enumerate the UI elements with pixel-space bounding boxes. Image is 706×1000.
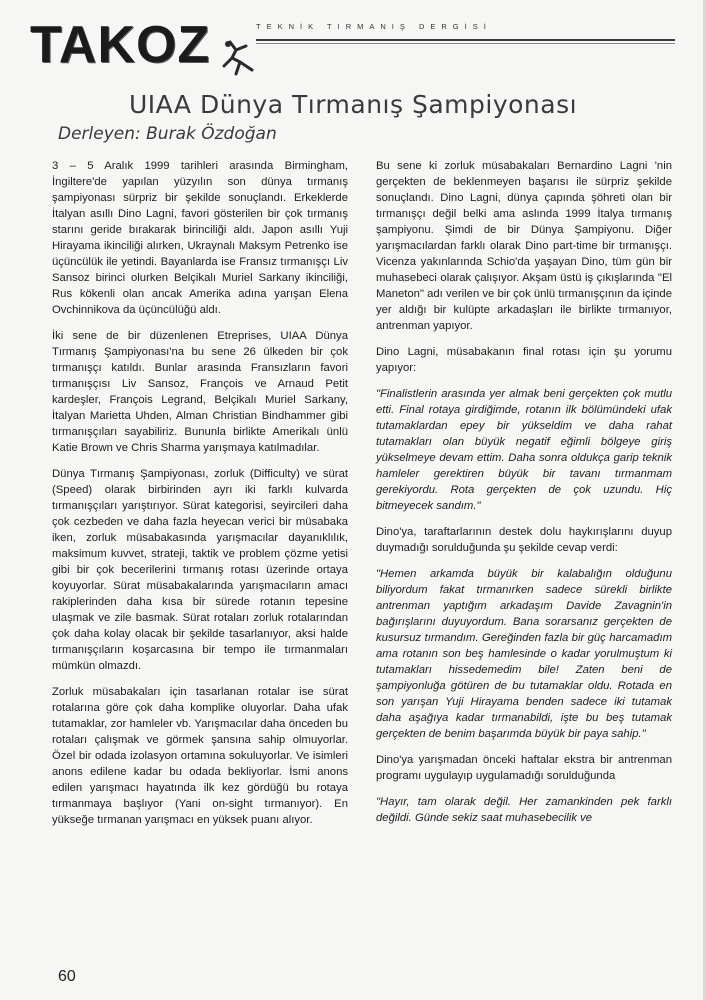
quote-paragraph: "Hemen arkamda büyük bir kalabalığın olduğunu biliyordum fakat tırmanırken sadece sürekli birlikte antrenman yaptığım arkadaşım Davide Zavagnin'in bağırışlarını duyuyordum. Bana sorarsanız gerçekten de kusursuz tırmandım. Gereğinden fazla bir güç harcamadım ama rotanın son beş hamlesinde o kadar yorulmuştum ki tutamakları hissedemedim bile! Zaten beni de şampiyonluğa götüren de bu tutamaklar oldu. Rotada en son yarışan Yuji Hirayama benden sadece iki tutamak daha aşağıya kadar tırmanabildi, işte bu beş tutamak gerçekten de benim başarımda büyük bir paya sahip."	[376, 568, 672, 740]
quote-paragraph: "Finalistlerin arasında yer almak beni gerçekten çok mutlu etti. Final rotaya girdiğimde, rotanın ilk bölümündeki ufak tutamaklardan epey bir yükseldim ve daha rahat tutamakları olan büyük negatif eğimli bölgeye giriş yükselmeye devam ettim. Daha sonra oldukça garip teknik hamleler gerektiren büyük bir tavanı tırmanmam gerekiyordu. Rota gerçekten de çok uzundu. Hiç bitmeyecek sandım."	[376, 388, 672, 512]
page-number: 60	[58, 968, 76, 985]
magazine-tagline: TEKNİK TIRMANIŞ DERGİSİ	[256, 22, 492, 31]
magazine-logo: TAKOZ	[30, 16, 211, 74]
paragraph: Bu sene ki zorluk müsabakaları Bernardino Lagni 'nin gerçekten de beklenmeyen başarısı ile sürpriz şekilde sonuçlandı. Dino Lagni, dünya çapında şöhreti olan bir tırmanışçı değil belki ama aslında 1999 İtalya tırmanış şampiyonu. Şimdi de bir Dünya Şampiyonu. Diğer yarışmacılardan farklı olarak Dino part-time bir tırmanışçı. Vicenza yakınlarında Schio'da yaşayan Dino, tüm gün bir muhasebeci olarak çalışıyor. Akşam üstü iş çıkışlarında "El Maneton" adı verilen ve bir çok ünlü tırmanışçının da içinde yer aldığı bir kulüpte arkadaşları ile birlikte tırmanıyor, antrenman yapıyor.	[376, 160, 673, 332]
left-column	[52, 158, 348, 838]
masthead-rule-thin	[256, 43, 675, 44]
paragraph: 3 – 5 Aralık 1999 tarihleri arasında Birmingham, İngiltere'de yapılan yüzyılın son dünya tırmanış şampiyonası sürpriz bir şekilde sonuçlandı. Erkeklerde İtalyan asıllı Dino Lagni, favori gösterilen bir çok tırmanış starını geride bırakarak birinciliği aldı. Japon asıllı Yuji Hirayama ikinciliği alırken, Ukraynalı Maksym Petrenko ise üçüncülük ile yetindi. Bayanlarda ise Fransız tırmanışçı Liv Sansoz birinci olurken Belçikalı Muriel Sarkany ikinciliği, Rus kökenli olan ancak Amerika adına yarışan Elena Ovchinnikova da üçüncülüğü aldı.	[52, 160, 348, 316]
paragraph: Dino'ya yarışmadan önceki haftalar ekstra bir antrenman programı uygulayıp uygulamadığı sorulduğunda	[376, 754, 672, 782]
quote-paragraph: "Hayır, tam olarak değil. Her zamankinden pek farklı değildi. Günde sekiz saat muhasebecilik ve	[376, 796, 672, 824]
paragraph: Dino'ya, taraftarlarının destek dolu haykırışlarını duyup duymadığı sorulduğunda şu şekilde cevap verdi:	[376, 526, 672, 554]
paragraph: Dünya Tırmanış Şampiyonası, zorluk (Difficulty) ve sürat (Speed) olarak birbirinden ayrı iki farklı kulvarda tırmanışçıları yarıştırıyor. Sürat kategorisi, seyircileri daha çok cezbeden ve daha fazla heyecan verici bir müsabaka iken, zorluk müsabakasında yarışmacılar dayanıklılık, maksimum kuvvet, strateji, taktik ve problem çözme yetisi gibi bir çok becerilerini tırmanış rotası üzerinde ortaya koyuyorlar. Sürat müsabakalarında yarışmacıların amacı rakiplerinden daha kısa bir sürede rotanın tepesine ulaşmak ve zile basmak. Sürat rotaları zorluk rotalarından çok daha kolay olacak bir şekilde tasarlanıyor, aksi halde tırmanışçıların koşarcasına bir tempo ile tırmanmaları mümkün olmazdı.	[52, 468, 348, 672]
article-title: UIAA Dünya Tırmanış Şampiyonası	[128, 90, 578, 119]
right-column	[376, 158, 672, 836]
climber-figure-icon	[212, 40, 268, 80]
paragraph: Dino Lagni, müsabakanın final rotası için şu yorumu yapıyor:	[376, 346, 672, 374]
paragraph: İki sene de bir düzenlenen Etreprises, UIAA Dünya Tırmanış Şampiyonası'na bu sene 26 ülkeden bir çok tırmanışçı katıldı. Bunlar arasında Fransızların favori tırmanışçısı Liv Sansoz, François ve Arnaud Petit kardeşler, François Legrand, Belçikalı Muriel Sarkany, İtalyan Marietta Uhden, Alman Christian Bindhammer gibi tırmanışçıları sayabiliriz. Bununla birlikte Amerikalı ünlü Katie Brown ve Chris Sharma yarışmaya katılmadılar.	[52, 330, 348, 454]
masthead	[30, 14, 675, 76]
article-byline: Derleyen: Burak Özdoğan	[58, 124, 277, 144]
masthead-rule	[256, 39, 675, 41]
paragraph: Zorluk müsabakaları için tasarlanan rotalar ise sürat rotalarına göre çok daha komplike oluyorlar. Daha ufak tutamaklar, zor hamleler vb. Yarışmacılar daha önceden bu rotaları çalışmak ve görmek şansına sahip olmuyorlar. Özel bir odada izolasyon ortamına sokuluyorlar. Ve isimleri anons edilene kadar bu odada bekliyorlar. İsmi anons edilen yarışmacı hayatında ilk kez gördüğü bu rotaya tırmanmaya başlıyor (Yani on-sight tırmanıyor). En yükseğe tırmanan yarışmacı en yüksek puanı alıyor.	[52, 686, 348, 826]
